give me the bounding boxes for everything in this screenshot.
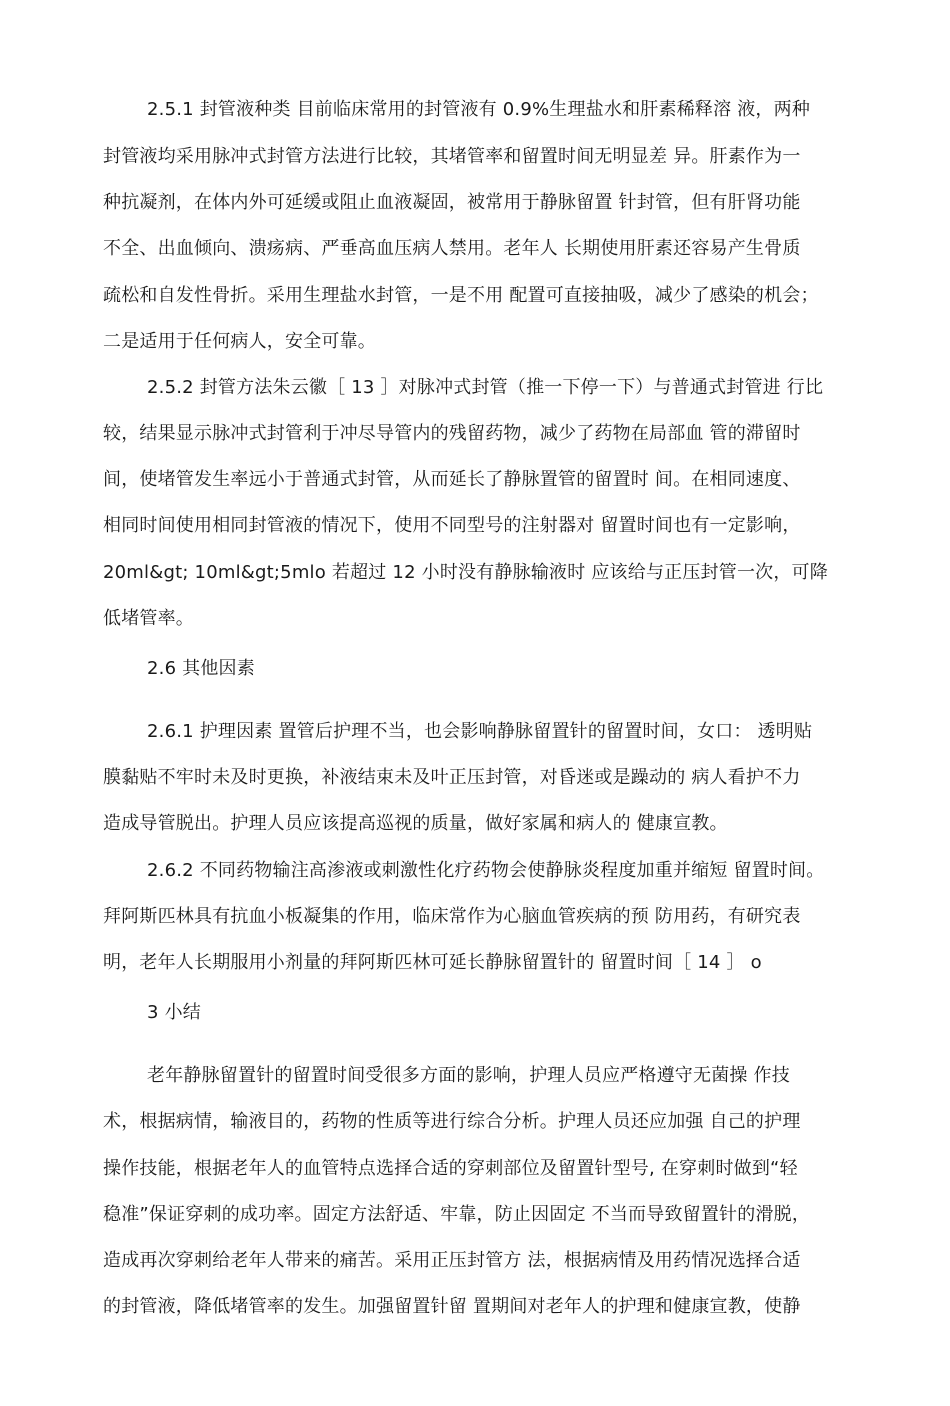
- text-line: 种抗凝剂，在体内外可延缓或阻止血液凝固，被常用于静脉留置 针封管，但有肝肾功能: [103, 192, 801, 213]
- section-heading: 3 小结: [147, 1002, 201, 1023]
- text-line: 2.5.2 封管方法朱云徽［ 13 ］对脉冲式封管（推一下停一下）与普通式封管进 行比: [147, 377, 824, 398]
- text-line: 的封管液，降低堵管率的发生。加强留置针留 置期间对老年人的护理和健康宣教，使静: [103, 1296, 801, 1317]
- text-line: 疏松和自发性骨折。采用生理盐水封管，一是不用 配置可直接抽吸，减少了感染的机会；: [103, 285, 819, 306]
- text-line: 二是适用于任何病人，安全可靠。: [103, 331, 376, 352]
- text-line: 较，结果显示脉冲式封管利于冲尽导管内的残留药物，减少了药物在局部血 管的滞留时: [103, 423, 801, 444]
- text-line: 老年静脉留置针的留置时间受很多方面的影响，护理人员应严格遵守无菌操 作技: [147, 1065, 790, 1086]
- text-line: 不全、出血倾向、溃疡病、严垂高血压病人禁用。老年人 长期使用肝素还容易产生骨质: [103, 238, 801, 259]
- text-line: 相同时间使用相同封管液的情况下，使用不同型号的注射器对 留置时间也有一定影响，: [103, 515, 801, 536]
- text-line: 封管液均采用脉冲式封管方法进行比较，其堵管率和留置时间无明显差 异。肝素作为一: [103, 146, 801, 167]
- text-line: 操作技能，根据老年人的血管特点选择合适的穿刺部位及留置针型号, 在穿刺时做到“轻: [103, 1158, 798, 1179]
- text-line: 术，根据病情，输液目的，药物的性质等进行综合分析。护理人员还应加强 自己的护理: [103, 1111, 801, 1132]
- text-line: 低堵管率。: [103, 608, 194, 629]
- text-line: 2.6.2 不同药物输注高渗液或刺激性化疗药物会使静脉炎程度加重并缩短 留置时间。: [147, 860, 825, 881]
- text-line: 膜黏贴不牢时未及时更换，补液结束未及叶正压封管，对昏迷或是躁动的 病人看护不力: [103, 767, 801, 788]
- text-line: 拜阿斯匹林具有抗血小板凝集的作用，临床常作为心脑血管疾病的预 防用药，有研究表: [103, 906, 801, 927]
- text-line: 明，老年人长期服用小剂量的拜阿斯匹林可延长静脉留置针的 留置时间［ 14 ］ o: [103, 952, 762, 973]
- text-line: 间，使堵管发生率远小于普通式封管，从而延长了静脉置管的留置时 间。在相同速度、: [103, 469, 801, 490]
- text-line: 2.6.1 护理因素 置管后护理不当，也会影响静脉留置针的留置时间，女口： 透明贴: [147, 721, 813, 742]
- text-line: 20ml&gt; 10ml&gt;5mlo 若超过 12 小时没有静脉输液时 应该给与正压封管一次，可降: [103, 562, 828, 583]
- text-line: 造成导管脱出。护理人员应该提高巡视的质量，做好家属和病人的 健康宣教。: [103, 813, 728, 834]
- text-line: 2.5.1 封管液种类 目前临床常用的封管液有 0.9%生理盐水和肝素稀释溶 液，两种: [147, 99, 811, 120]
- section-heading: 2.6 其他因素: [147, 658, 255, 679]
- text-line: 造成再次穿刺给老年人带来的痛苦。采用正压封管方 法，根据病情及用药情况选择合适: [103, 1250, 801, 1271]
- text-line: 稳准”保证穿刺的成功率。固定方法舒适、牢靠，防止因固定 不当而导致留置针的滑脱，: [103, 1204, 811, 1225]
